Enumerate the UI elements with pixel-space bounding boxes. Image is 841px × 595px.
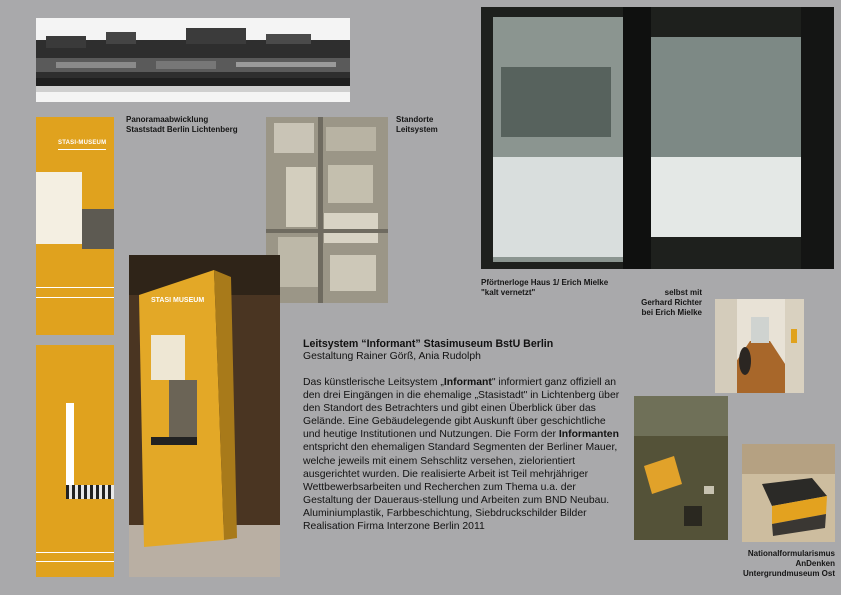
- sign-panel-back: [36, 345, 114, 577]
- tray-drawing: [742, 444, 835, 542]
- article-body: [303, 376, 621, 533]
- overhead-photo: [634, 396, 728, 540]
- aerial-site-photo: [266, 117, 388, 303]
- gatehouse-drawing: [481, 7, 834, 269]
- sign-pattern-band: [66, 485, 114, 499]
- article-realisation: Realisation Firma Interzone Berlin 2011: [303, 521, 485, 533]
- selbst-caption: selbst mit Gerhard Richter bei Erich Mielke: [641, 288, 702, 317]
- document-tray-photo: [742, 444, 835, 542]
- aerial-drawing: [266, 117, 388, 303]
- panorama-image: [36, 18, 350, 102]
- article-materials: Aluminiumplastik, Farbbeschichtung, Siebdruckschilder Bilder: [303, 507, 587, 519]
- corridor-photo: [715, 299, 804, 393]
- standorte-caption: Standorte Leitsystem: [396, 115, 438, 134]
- article-title: Leitsystem “Informant” Stasimuseum BstU Berlin: [303, 338, 554, 350]
- panorama-caption: Panoramaabwicklung Staststadt Berlin Lichtenberg: [126, 115, 238, 134]
- pfoertner-caption: Pförtnerloge Haus 1/ Erich Mielke "kalt vernetzt": [481, 278, 609, 297]
- panorama-drawing: [36, 18, 350, 102]
- sign-viewing-slit: [66, 403, 74, 487]
- national-caption: Nationalformularismus AnDenken Untergrundmuseum Ost: [742, 549, 835, 578]
- sign-label: STASI-MUSEUM: [58, 140, 107, 146]
- article-paragraph: Das künstlerische Leitsystem „Informant" informiert ganz offiziell an den drei Eingängen in die ehemalige „Stasistadt" in Lichtenberg über den Standort des Betrachters und gibt einen Überblick über das Gelände. Eine Gebäudelegende gibt Auskunft über geschichtliche und heutige Institutionen und Nutzungen. Die Form der Informanten entspricht den ehemaligen Standard Segmenten der Berliner Mauer, welche jeweils mit einem Sehschlitz versehen, zielorientiert ausgerichtet wurden. Die realisierte Arbeit ist Teil mehrjähriger Wettbewerbsarbeiten und Recherchen zum Thema u.a. der Gestaltung der Daueraus-stellung und Arbeiten zum BND Neubau.: [303, 377, 620, 506]
- corridor-drawing: [715, 299, 804, 393]
- stele-photo: [129, 255, 280, 577]
- sign-info-sheet: [36, 172, 82, 244]
- gatehouse-window-photo: [481, 7, 834, 269]
- overhead-drawing: [634, 396, 728, 540]
- sign-panel-front: [36, 117, 114, 335]
- stele-label: STASI MUSEUM: [151, 297, 205, 304]
- sign-map-plate: [82, 209, 114, 249]
- article: [303, 338, 621, 533]
- article-credits: Gestaltung Rainer Görß, Ania Rudolph: [303, 351, 481, 362]
